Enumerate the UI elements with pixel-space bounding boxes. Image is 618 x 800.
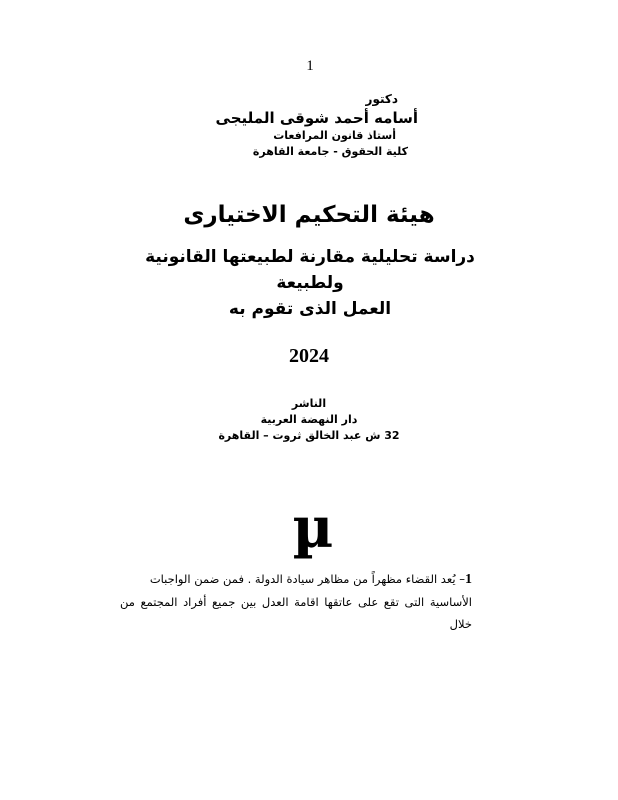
book-subtitle [130,244,490,322]
mu-symbol: µ [292,495,334,561]
author-title: دكتور [365,92,398,106]
book-title: هيئة التحكيم الاختيارى [183,202,435,228]
author-faculty: كلية الحقوق - جامعة القاهرة [252,145,408,158]
page-number: 1 [306,58,314,74]
publication-year: 2024 [289,345,329,367]
footnote-line-1-text: – يُعد القضاء مظهراً من مظاهر سيادة الدولة . فمن ضمن الواجبات [149,572,465,586]
footnote-number: 1 [465,572,472,587]
footnote-line-2: الأساسية التى تقع على عاتقها اقامة العدل بين جميع أفراد المجتمع من خلال [120,595,472,631]
publisher-name: دار النهضة العربية [260,413,358,426]
subtitle-line-1: دراسة تحليلية مقارنة لطبيعتها القانونية ولطبيعة [145,247,475,293]
author-role: أستاذ قانون المرافعات [273,129,396,142]
author-name: أسامه أحمد شوقى المليجى [215,109,418,127]
subtitle-line-2: العمل الذى تقوم به [228,299,392,319]
publisher-label: الناشر [291,397,327,410]
publisher-block [0,396,618,444]
author-block [158,90,418,160]
footnote-paragraph [120,568,472,635]
publisher-address: 32 ش عبد الخالق ثروت – القاهرة [218,429,400,442]
footnote-line-1 [120,568,472,591]
